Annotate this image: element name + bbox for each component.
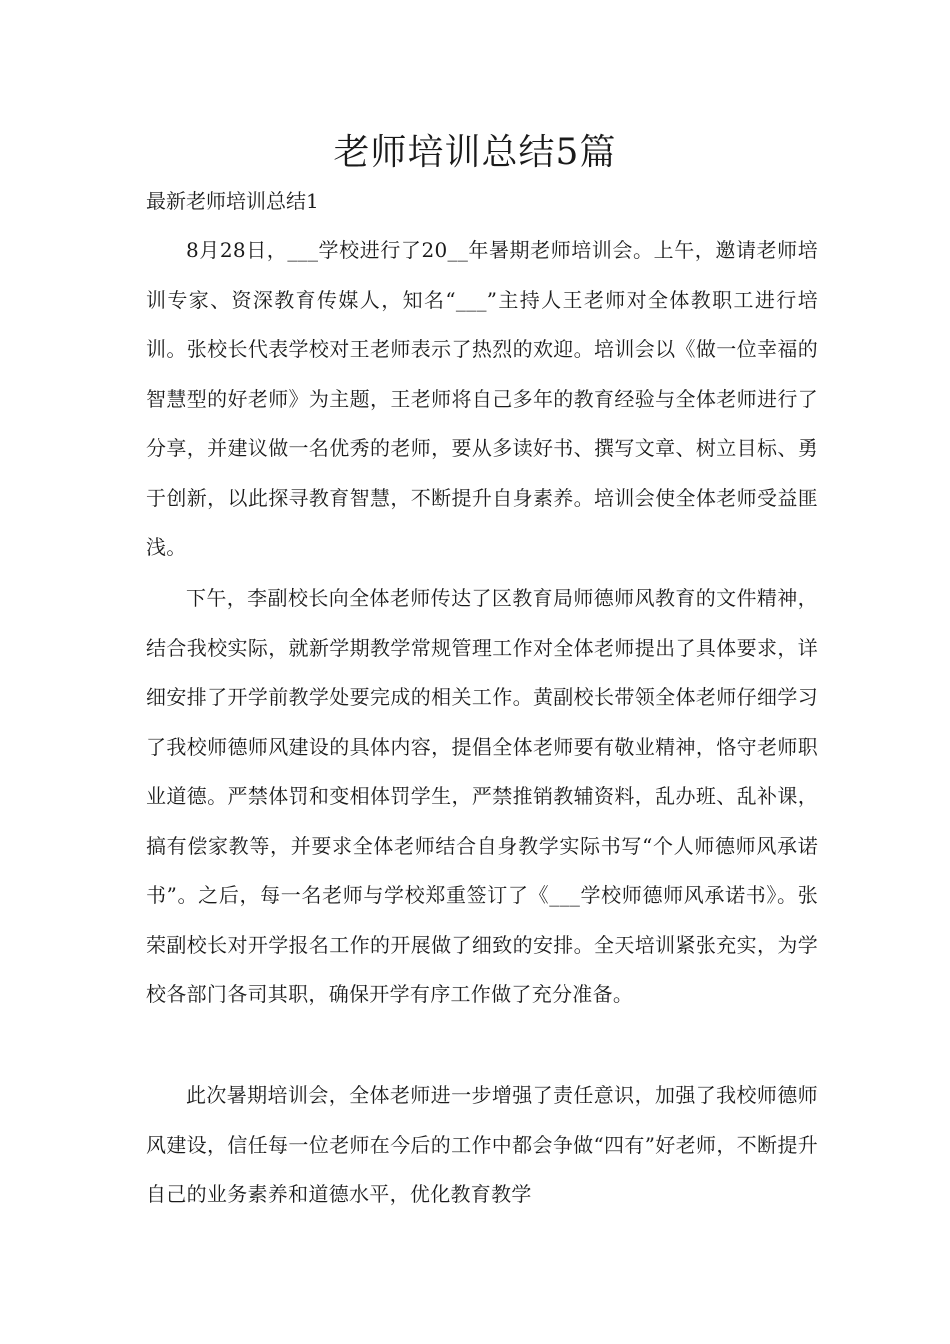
document-title: 老师培训总结5篇 <box>333 132 617 173</box>
paragraph-3: 此次暑期培训会，全体老师进一步增强了责任意识，加强了我校师德师风建设，信任每一位老师在今后的工作中都会争做“四有”好老师，不断提升自己的业务素养和道德水平，优化教育教学 <box>146 1083 818 1206</box>
paragraph-1: 8月28日，___学校进行了20__年暑期老师培训会。上午，邀请老师培训专家、资深教育传媒人，知名“___”主持人王老师对全体教职工进行培训。张校长代表学校对王老师表示了热烈的欢迎。培训会以《做一位幸福的智慧型的好老师》为主题，王老师将自己多年的教育经验与全体老师进行了分享，并建议做一名优秀的老师，要从多读好书、撰写文章、树立目标、勇于创新，以此探寻教育智慧，不断提升自身素养。培训会使全体老师受益匪浅。 <box>146 238 818 559</box>
paragraph-2: 下午，李副校长向全体老师传达了区教育局师德师风教育的文件精神，结合我校实际，就新学期教学常规管理工作对全体老师提出了具体要求，详细安排了开学前教学处要完成的相关工作。黄副校长带领全体老师仔细学习了我校师德师风建设的具体内容，提倡全体老师要有敬业精神，恪守老师职业道德。严禁体罚和变相体罚学生，严禁推销教辅资料，乱办班、乱补课，搞有偿家教等，并要求全体老师结合自身教学实际书写“个人师德师风承诺书”。之后，每一名老师与学校郑重签订了《___学校师德师风承诺书》。张荣副校长对开学报名工作的开展做了细致的安排。全天培训紧张充实，为学校各部门各司其职，确保开学有序工作做了充分准备。 <box>146 586 818 1006</box>
section-heading: 最新老师培训总结1 <box>146 189 319 213</box>
